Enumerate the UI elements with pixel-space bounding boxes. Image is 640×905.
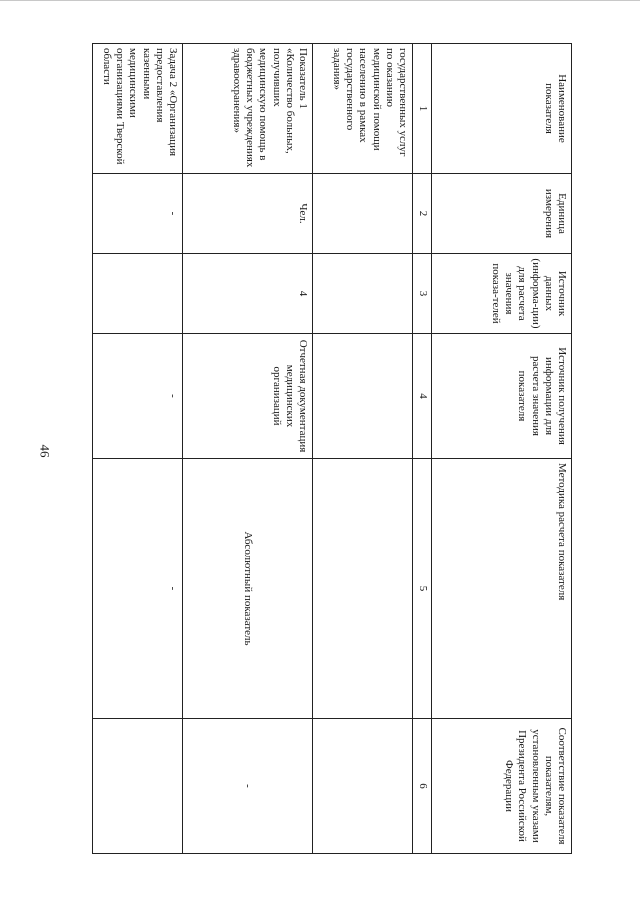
indicator-table-wrapper [92, 43, 572, 853]
table-row [313, 44, 413, 854]
column-number: 4 [413, 334, 432, 459]
column-number: 5 [413, 459, 432, 719]
method-cell: Абсолютный показатель [183, 459, 313, 719]
unit-cell [313, 174, 413, 254]
page-number: 46 [37, 444, 53, 458]
info-source-cell: - [93, 334, 183, 459]
header-method: Методика расчета показателя [432, 459, 572, 719]
indicator-name-cell: государственных услуг по оказанию медицинской помощи населению в рамках государственного задания» [313, 44, 413, 174]
header-data-source: Источник данных (информа-ции) для расчета значения показа-телей [432, 254, 572, 334]
info-source-cell: Отчетная документация медицинских организаций [183, 334, 313, 459]
indicator-name-cell: Задача 2 «Организация предоставления казенными медицинскими организациями Тверской области [93, 44, 183, 174]
correspondence-cell [93, 719, 183, 854]
column-number: 3 [413, 254, 432, 334]
column-number: 6 [413, 719, 432, 854]
scan-edge [0, 0, 640, 9]
correspondence-cell [313, 719, 413, 854]
header-unit: Единица измерения [432, 174, 572, 254]
header-info-source: Источник получения информации для расчета значения показателя [432, 334, 572, 459]
correspondence-cell: - [183, 719, 313, 854]
unit-cell: Чел. [183, 174, 313, 254]
method-cell [313, 459, 413, 719]
unit-cell: - [93, 174, 183, 254]
method-cell: - [93, 459, 183, 719]
table-row [93, 44, 183, 854]
indicator-name-cell: Показатель 1 «Количество больных, получивших медицинскую помощь в бюджетных учреждениях здравоохранения» [183, 44, 313, 174]
table-row [183, 44, 313, 854]
indicator-table [92, 43, 572, 854]
data-source-cell: 4 [183, 254, 313, 334]
column-number: 1 [413, 44, 432, 174]
header-indicator-name: Наименование показателя [432, 44, 572, 174]
column-number: 2 [413, 174, 432, 254]
data-source-cell [93, 254, 183, 334]
info-source-cell [313, 334, 413, 459]
data-source-cell [313, 254, 413, 334]
header-correspondence: Соответствие показателя показателям, установленным указами Президента Российской Федерации [432, 719, 572, 854]
